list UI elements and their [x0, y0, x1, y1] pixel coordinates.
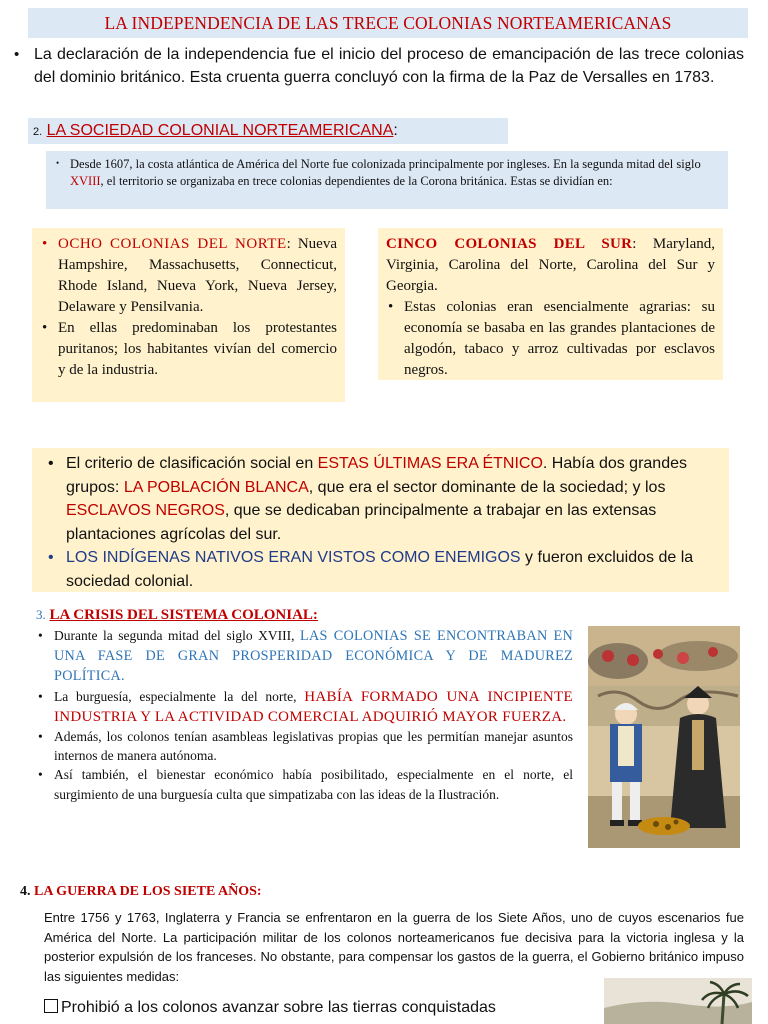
section-3-list	[36, 626, 573, 804]
section-title: LA CRISIS DEL SISTEMA COLONIAL:	[49, 607, 318, 623]
list-item	[40, 546, 719, 593]
section-title-colon: :	[393, 122, 398, 139]
bullet: •	[38, 628, 43, 643]
section-4-text: Entre 1756 y 1763, Inglaterra y Francia se enfrentaron en la guerra de los Siete Años, uno de cuyos escenarios fue América del Norte. La participación militar de los colonos norteamericanos fue decisiva para la victoria inglesa y la posterior expulsión de los franceses. No obstante, para compensar los gastos de la guerra, el Gobierno británico impuso las siguientes medidas:	[44, 910, 744, 984]
black-slaves-label: ESCLAVOS NEGROS	[66, 502, 225, 519]
bullet: •	[388, 299, 394, 315]
bullet: •	[38, 688, 43, 704]
south-note: Estas colonias eran esencialmente agrarias: su economía se basaba en las grandes plantaciones de algodón, tabaco y arroz cultivadas por esclavos negros.	[404, 299, 715, 378]
bullet: •	[48, 549, 54, 566]
landscape-illustration	[604, 978, 752, 1024]
section-title: LA GUERRA DE LOS SIETE AÑOS:	[34, 884, 262, 899]
description-text: Desde 1607, la costa atlántica de América del Norte fue colonizada principalmente por ingleses. En la segunda mitad del siglo	[70, 157, 701, 171]
intro-paragraph	[14, 44, 744, 89]
crisis-text: Además, los colonos tenían asambleas legislativas propias que les permitían manejar asuntos internos de manera autónoma.	[54, 729, 573, 764]
section-title: LA SOCIEDAD COLONIAL NORTEAMERICANA	[46, 122, 394, 139]
list-item	[40, 452, 719, 546]
crisis-text: La burguesía, especialmente la del norte,	[54, 688, 305, 704]
section-4-heading	[20, 884, 262, 900]
list-item	[40, 234, 337, 318]
bullet: •	[56, 158, 60, 168]
bullet: •	[38, 729, 43, 745]
list-item	[36, 687, 573, 727]
bullet: •	[42, 320, 48, 336]
measure-text: Prohibió a los colonos avanzar sobre las tierras conquistadas	[61, 999, 496, 1016]
north-colonies-box	[32, 228, 345, 402]
bullet: •	[42, 236, 48, 252]
white-population-label: LA POBLACIÓN BLANCA	[123, 478, 309, 496]
landscape-svg	[604, 978, 752, 1024]
indigenous-label: LOS INDÍGENAS NATIVOS ERAN VISTOS COMO ENEMIGOS	[66, 549, 521, 566]
section-number: 3.	[36, 607, 46, 622]
checkbox-icon	[44, 999, 58, 1013]
crisis-highlight: LAS COLONIAS SE ENCONTRABAN EN UNA FASE DE GRAN PROSPERIDAD ECONÓMICA Y DE MADUREZ POLÍTICA.	[54, 628, 574, 685]
criteria-highlight: ESTAS ÚLTIMAS ERA ÉTNICO	[317, 455, 543, 472]
section-2-description	[46, 151, 728, 209]
south-label: CINCO COLONIAS DEL SUR	[386, 236, 633, 252]
crisis-text: Durante la segunda mitad del siglo XVIII,	[54, 628, 301, 643]
crisis-highlight: HABÍA FORMADO UNA INCIPIENTE INDUSTRIA Y LA ACTIVIDAD COMERCIAL ADQUIRIÓ MAYOR FUERZA.	[54, 688, 573, 725]
intro-text: La declaración de la independencia fue el inicio del proceso de emancipación de las trece colonias del dominio británico. Esta cruenta guerra concluyó con la firma de la Paz de Versalles en 1783.	[34, 46, 744, 86]
social-criteria-box	[32, 448, 729, 592]
criteria-text: , que era el sector dominante de la sociedad; y los	[308, 478, 666, 496]
north-note: En ellas predominaban los protestantes puritanos; los habitantes vivían del comercio y de la industria.	[58, 320, 337, 378]
bullet: •	[14, 46, 20, 63]
section-number: 2.	[33, 126, 43, 138]
section-2-heading	[28, 118, 508, 144]
criteria-text: El criterio de clasificación social en	[66, 455, 318, 472]
south-colonies: : Maryland, Virginia, Carolina del Norte, Carolina del Sur y Georgia.	[386, 236, 715, 294]
section-3-heading	[36, 607, 318, 624]
criteria-text: , que se dedicaban principalmente a trabajar en las extensas plantaciones agrícolas del sur.	[66, 502, 657, 543]
list-item	[36, 765, 573, 803]
bullet: •	[38, 767, 43, 783]
crisis-text: Así también, el bienestar económico había posibilitado, especialmente en el norte, el surgimiento de una burguesía culta que simpatizaba con las ideas de la Ilustración.	[54, 767, 573, 802]
main-title-bar	[28, 8, 748, 38]
criteria-text: . Había dos grandes grupos:	[66, 455, 687, 496]
bullet: •	[48, 455, 54, 472]
century-label: XVIII	[70, 174, 101, 188]
list-item	[386, 234, 715, 297]
list-item	[386, 297, 715, 381]
list-item	[40, 318, 337, 381]
north-label: OCHO COLONIAS DEL NORTE	[58, 236, 287, 252]
description-text-end: , el territorio se organizaba en trece colonias dependientes de la Corona británica. Estas se dividían en:	[100, 174, 613, 188]
section-number: 4.	[20, 884, 31, 899]
list-item	[36, 727, 573, 765]
measure-item	[44, 999, 496, 1017]
criteria-text: y fueron excluidos de la sociedad colonial.	[66, 549, 694, 590]
illustration-svg	[588, 626, 740, 848]
main-title: LA INDEPENDENCIA DE LAS TRECE COLONIAS NORTEAMERICANAS	[104, 13, 672, 33]
colonial-illustration	[588, 626, 740, 848]
south-colonies-box	[378, 228, 723, 380]
north-colonies: : Nueva Hampshire, Massachusetts, Connecticut, Rhode Island, Nueva York, Nueva Jersey, Delaware y Pensilvania.	[58, 236, 337, 315]
list-item	[36, 626, 573, 687]
